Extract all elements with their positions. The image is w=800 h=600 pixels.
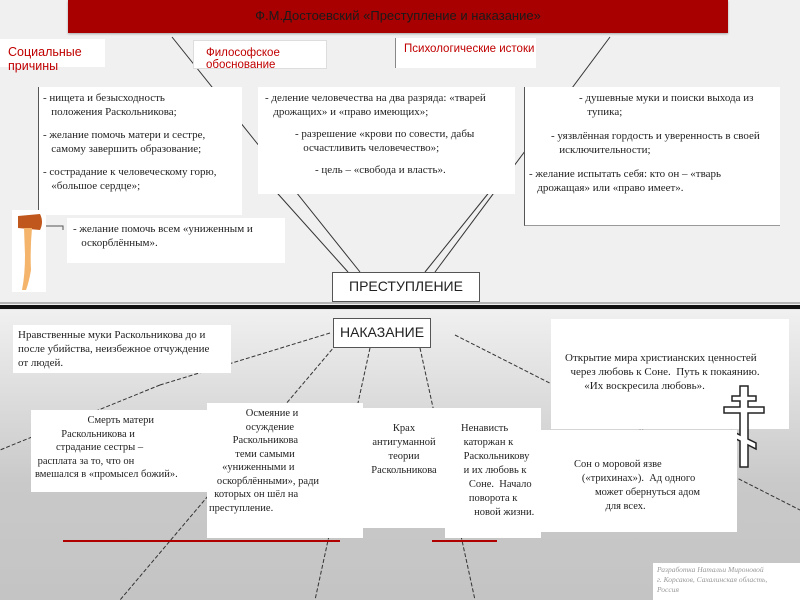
moral-torment-box [13, 325, 231, 373]
moral-torment-text: Нравственные муки Раскольникова до и после убийства, неизбежное отчуждение от людей. [18, 329, 210, 369]
philosophical-item: - разрешение «крови по совести, дабы осчастливить человечество»; [295, 128, 475, 154]
ridicule-box [207, 403, 363, 538]
social-causes-box [38, 87, 242, 215]
psychological-item: - желание испытать себя: кто он – «тварь дрожащая» или «право имеет». [529, 168, 722, 194]
psychological-item: - уязвлённая гордость и уверенность в своей исключительности; [551, 130, 760, 156]
category-social: Социальные причины [0, 39, 105, 67]
crime-label-box: ПРЕСТУПЛЕНИЕ [332, 272, 480, 302]
psychological-box [524, 87, 780, 226]
category-psychological: Психологические истоки [395, 38, 536, 68]
philosophical-item: - цель – «свобода и власть». [315, 164, 446, 176]
hatred-text: Ненависть каторжан к Раскольникову и их любовь к Соне. Начало поворота к новой жизни. [461, 423, 535, 518]
credit-text: Разработка Натальи Мироновой г. Корсаков, Сахалинская область, Россия [657, 565, 768, 594]
philosophical-box [258, 87, 515, 194]
social-cause-item: - сострадание к человеческому горю, «большое сердце»; [43, 166, 217, 192]
mother-death-box [31, 410, 221, 492]
credit-box [653, 563, 800, 600]
collapse-box [363, 408, 445, 528]
collapse-text: Крах антигуманной теории Раскольникова [371, 423, 437, 476]
philosophical-item: - деление человечества на два разряда: «тварей дрожащих» и «право имеющих»; [265, 92, 486, 118]
psychological-item: - душевные муки и поиски выхода из тупика; [579, 92, 754, 118]
mother-death-text: Смерть матери Раскольникова и страдание сестры – расплата за то, что он вмешался в «промысел божий». [35, 415, 178, 480]
connector-line [425, 185, 495, 272]
page-title: Ф.М.Достоевский «Преступление и наказание» [255, 8, 541, 23]
ridicule-text: Осмеяние и осуждение Раскольникова теми самыми «униженными и оскорблёнными», ради которых он шёл на преступление. [209, 408, 320, 514]
plague-dream-text: Сон о моровой язве («трихинах»). Ад одного может обернуться адом для всех. [574, 459, 701, 512]
christian-values-text: Открытие мира христианских ценностей через любовь к Соне. Путь к покаянию. «Их воскресила любовь». [565, 352, 760, 392]
punishment-label-box: НАКАЗАНИЕ [333, 318, 431, 348]
social-cause-item: - нищета и безысходность положения Раскольникова; [43, 92, 177, 118]
social-extra-text: - желание помочь всем «униженным и оскорблённым». [73, 223, 253, 249]
category-philosophical: Философское обоснование [193, 40, 327, 69]
plague-dream-box [541, 430, 737, 532]
axe-icon [12, 210, 46, 292]
social-extra-box [67, 218, 285, 263]
social-cause-item: - желание помочь матери и сестре, самому завершить образование; [43, 129, 206, 155]
hatred-box [445, 408, 541, 538]
